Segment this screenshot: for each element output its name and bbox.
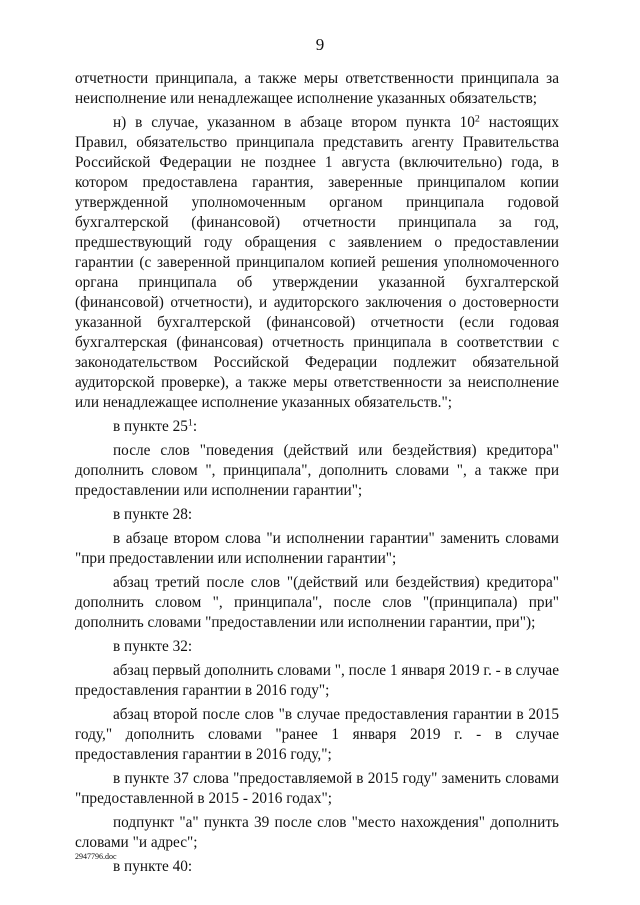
page-number: 9 <box>315 35 325 54</box>
paragraph-second-abzac: в абзаце втором слова "и исполнении гарантии" заменить словами "при предоставлении или исполнении гарантии"; <box>75 530 559 567</box>
paragraph-first-abzac: абзац первый дополнить словами ", после 1 января 2019 г. - в случае предоставления гарантии в 2016 году"; <box>75 662 559 699</box>
paragraph-item-32: в пункте 32: <box>113 638 193 655</box>
document-body <box>75 69 559 877</box>
paragraph-reporting-continuation: отчетности принципала, а также меры ответственности принципала за неисполнение или ненадлежащее исполнение указанных обязательств; <box>75 70 559 107</box>
paragraph-subitem-a-item-39: подпункт "а" пункта 39 после слов "место нахождения" дополнить словами "и адрес"; <box>75 814 559 851</box>
paragraph-item-40: в пункте 40: <box>113 858 193 875</box>
paragraph-subitem-n-start: н) в случае, указанном в абзаце втором пункта 10 <box>113 114 475 131</box>
paragraph-item-28: в пункте 28: <box>113 506 193 523</box>
superscript: 2 <box>474 113 480 125</box>
superscript: 1 <box>187 417 193 429</box>
paragraph-item-25-1 <box>75 417 559 437</box>
footer-document-code: 2947796.doc <box>75 852 117 861</box>
paragraph-after-words-behavior: после слов "поведения (действий или бездействия) кредитора" дополнить словом ", принципала", дополнить словами ", а также при предоставлении или исполнении гарантии"; <box>75 442 559 499</box>
paragraph-third-abzac: абзац третий после слов "(действий или бездействия) кредитора" дополнить словом ", принципала", после слов "(принципала) при" дополнить словами "предоставлении или исполнении гарантии, при"); <box>75 574 559 631</box>
paragraph-item-25-1-start: в пункте 25 <box>113 418 188 435</box>
paragraph-subitem-n-rest: настоящих Правил, обязательство принципала представить агенту Правительства Российской Федерации не позднее 1 августа (включительно) года, в котором предоставлена гарантия, заверенные принципалом копии утвержденной уполномоченным органом принципала годовой бухгалтерской (финансовой) отчетности принципала за год, предшествующий году обращения с заявлением о предоставлении гарантии (с заверенной принципалом копией решения уполномоченного органа принципала об утверждении указанной бухгалтерской (финансовой) отчетности), и аудиторского заключения о достоверности указанной бухгалтерской (финансовой) отчетности (если годовая бухгалтерская (финансовая) отчетность принципала в соответствии с законодательством Российской Федерации подлежит обязательной аудиторской проверке), а также меры ответственности за неисполнение или ненадлежащее исполнение указанных обязательств."; <box>75 114 559 411</box>
paragraph-item-25-1-rest: : <box>192 418 198 435</box>
paragraph-second-abzac-2015: абзац второй после слов "в случае предоставления гарантии в 2015 году," дополнить словами "ранее 1 января 2019 г. - в случае предоставления гарантии в 2016 году,"; <box>75 706 559 763</box>
paragraph-item-37: в пункте 37 слова "предоставляемой в 2015 году" заменить словами "предоставленной в 2015 - 2016 годах"; <box>75 770 559 807</box>
paragraph-subitem-n <box>75 113 559 413</box>
